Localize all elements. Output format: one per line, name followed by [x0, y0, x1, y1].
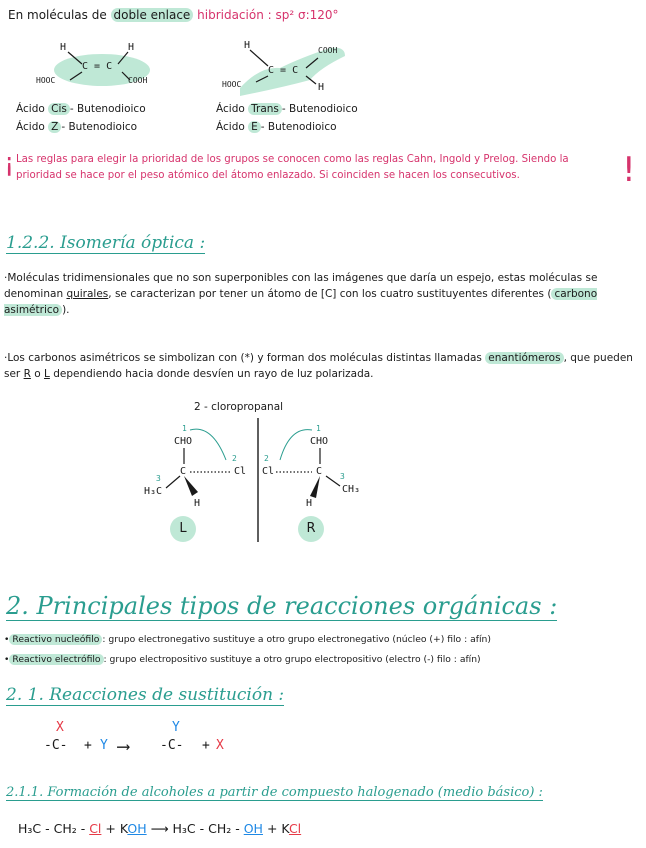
- reaction-plus-2: +: [202, 738, 210, 753]
- cis-name-2: Ácido Z - Butenodioico: [16, 121, 138, 133]
- left-num-1: 1: [182, 424, 187, 433]
- trans-structure: [220, 38, 360, 98]
- cip-note-open: ¡: [4, 148, 15, 178]
- left-bond-ch3: [166, 476, 180, 488]
- trans-h-right: H: [318, 82, 325, 93]
- left-arrow-path: [190, 429, 226, 460]
- left-h3c: H₃C: [144, 486, 163, 497]
- cis-cc: C = C: [82, 61, 113, 72]
- para-enantiomeros: ·Los carbonos asimétricos se simbolizan con (*) y forman dos moléculas distintas llamadas enantiómeros , que pueden ser R o L dependiendo hacia donde desvíen un rayo de luz polarizada.: [4, 352, 633, 380]
- product-k: K: [281, 821, 289, 836]
- trans-cooh: COOH: [318, 46, 338, 55]
- cis-h-right: H: [128, 42, 135, 53]
- electrofilo-term: Reactivo electrófilo: [9, 654, 103, 665]
- right-bond-ch3: [326, 476, 340, 486]
- cip-note-text: Las reglas para elegir la prioridad de los grupos se conocen como las reglas Cahn, Ingold y Prelog. Siendo la prioridad se hace por el peso atómico del átomo enlazado. Si coinciden se hacen los consecutivos.: [16, 154, 569, 181]
- left-wedge-h: [184, 476, 198, 496]
- heading-sustitucion: 2. 1. Reacciones de sustitución :: [6, 685, 285, 705]
- right-h: H: [306, 498, 313, 509]
- quirales-term: quirales: [66, 288, 109, 300]
- trans-hooc: HOOC: [222, 80, 242, 89]
- reaction-plus-1: +: [84, 738, 92, 753]
- reactant-x: X: [56, 720, 64, 735]
- left-cho: CHO: [174, 436, 193, 447]
- alcohol-reaction-arrow: ⟶: [150, 821, 169, 836]
- right-wedge-h: [310, 476, 320, 498]
- intro-hybridization: hibridación : sp² σ:120°: [197, 8, 339, 22]
- product-x: X: [216, 738, 224, 753]
- cis-hooc: HOOC: [36, 76, 56, 85]
- enantiomers-title: 2 - cloropropanal: [194, 401, 284, 413]
- cip-note-close: !: [622, 150, 636, 190]
- intro-highlight: doble enlace: [111, 8, 194, 22]
- heading-principales-tipos: 2. Principales tipos de reacciones orgánicas :: [6, 592, 558, 620]
- trans-name-1: Ácido Trans - Butenodioico: [216, 103, 358, 115]
- reactant-cl: Cl: [89, 821, 102, 836]
- product-alcohol: H₃C - CH₂ -: [172, 821, 240, 836]
- para-quirales: ·Moléculas tridimensionales que no son superponibles con las imágenes que daría un espejo, estas moléculas se denominan quirales, se caracterizan por tener un átomo de [C] con los cuatro sustituyentes diferentes ( carbono asimétrico ).: [4, 272, 598, 316]
- reactant-haloalkane: H₃C - CH₂ -: [18, 821, 86, 836]
- reactant-oh: OH: [127, 821, 147, 836]
- left-h: H: [194, 498, 201, 509]
- bullet-electrofilo: • Reactivo electrófilo : grupo electropositivo sustituye a otro grupo electropositivo (electro (-) filo : afín): [4, 654, 481, 665]
- heading-formacion-alcoholes: 2.1.1. Formación de alcoholes a partir de compuesto halogenado (medio básico) :: [6, 785, 543, 800]
- trans-name-2: Ácido E - Butenodioico: [216, 121, 337, 133]
- r-term: R: [23, 368, 31, 380]
- right-arrow-path: [280, 430, 312, 460]
- reactant-carbon: -C-: [44, 738, 68, 753]
- enantiomers-diagram: [140, 400, 390, 550]
- left-num-2: 2: [232, 454, 237, 463]
- left-c: C: [180, 466, 187, 477]
- nucleofilo-term: Reactivo nucleófilo: [9, 634, 102, 645]
- reactant-k: K: [119, 821, 128, 836]
- heading-isomeria-optica: 1.2.2. Isomería óptica :: [6, 233, 206, 253]
- left-cl: Cl: [234, 466, 247, 477]
- bullet-nucleofilo: • Reactivo nucleófilo : grupo electronegativo sustituye a otro grupo electronegativo (núcleo (+) filo : afín): [4, 634, 491, 645]
- right-cho: CHO: [310, 436, 329, 447]
- right-cl: Cl: [262, 466, 275, 477]
- enantiomeros-term: enantiómeros: [485, 352, 563, 364]
- right-label-r: R: [298, 516, 324, 542]
- alcohol-reaction: H₃C - CH₂ - Cl + KOH ⟶ H₃C - CH₂ - OH + KCl: [18, 821, 302, 836]
- carbono-asimetrico-term: carbono asimétrico: [4, 288, 598, 316]
- left-label-l: L: [170, 516, 196, 542]
- intro-text: En moléculas de: [8, 8, 107, 22]
- trans-bond-h-left: [250, 50, 268, 66]
- cis-name-1: Ácido Cis - Butenodioico: [16, 103, 146, 115]
- product-carbon: -C-: [160, 738, 184, 753]
- right-ch3: CH₃: [342, 484, 361, 495]
- substitution-reaction: [40, 720, 260, 772]
- right-num-3: 3: [340, 472, 345, 481]
- cis-structure: [30, 42, 170, 94]
- cis-h-left: H: [60, 42, 67, 53]
- l-term: L: [44, 368, 50, 380]
- product-y: Y: [172, 720, 180, 735]
- intro-line: [8, 8, 339, 23]
- right-num-1: 1: [316, 424, 321, 433]
- trans-h-left: H: [244, 40, 251, 51]
- product-oh: OH: [243, 821, 263, 836]
- cis-cooh: COOH: [128, 76, 148, 85]
- trans-cc: C = C: [268, 65, 299, 76]
- product-cl: Cl: [288, 821, 302, 836]
- reactant-y: Y: [100, 738, 108, 753]
- reaction-arrow: ⟶: [118, 736, 129, 757]
- right-num-2: 2: [264, 454, 269, 463]
- right-c: C: [316, 466, 323, 477]
- left-num-3: 3: [156, 474, 161, 483]
